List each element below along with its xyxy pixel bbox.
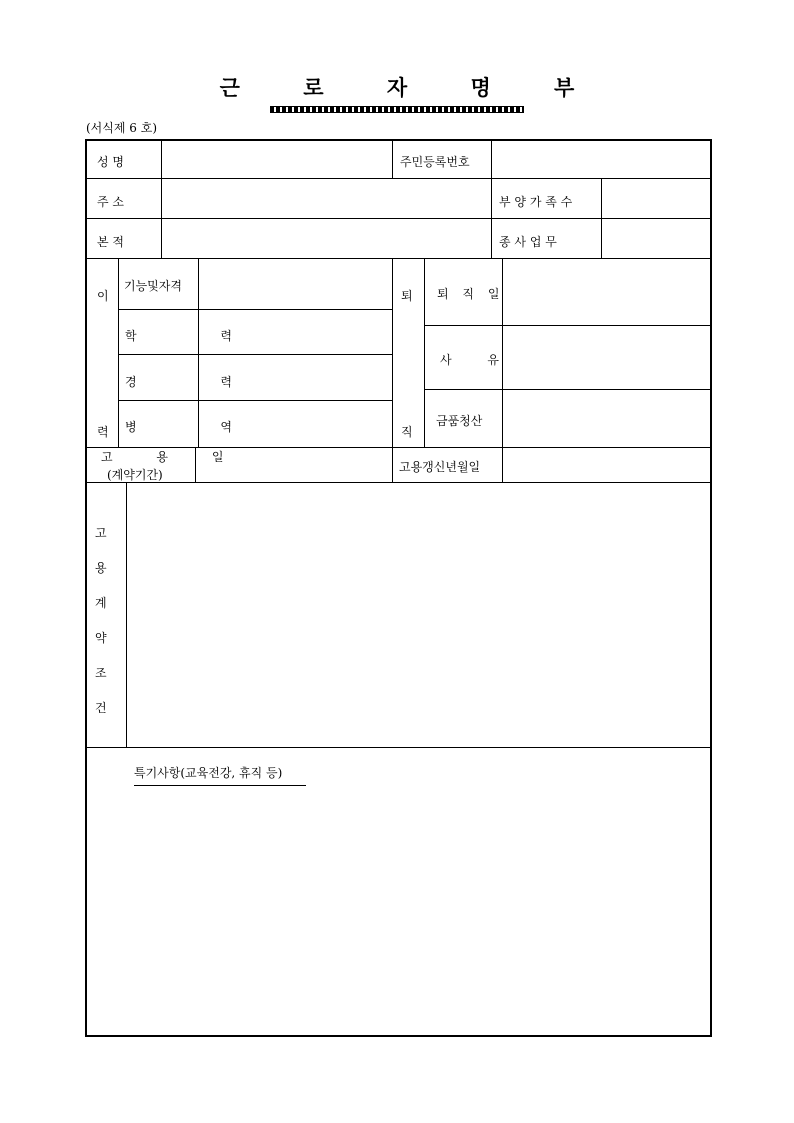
hire-date-field[interactable] (196, 448, 392, 482)
renewal-date-field[interactable] (503, 448, 710, 482)
col-divider (118, 258, 119, 447)
conditions-char: 계 (95, 596, 107, 610)
conditions-char: 고 (95, 526, 107, 540)
hire-date-label: 고 용 일 (101, 450, 244, 464)
col-divider (392, 258, 393, 482)
resident-number-label: 주민등록번호 (400, 155, 470, 169)
col-divider (424, 258, 425, 447)
worker-register-form (85, 139, 712, 1037)
page-title: 근 로 자 명 부 (219, 75, 603, 100)
address-field[interactable] (162, 179, 491, 218)
col-divider (491, 178, 492, 258)
special-notes-underline (134, 785, 306, 786)
skills-field[interactable] (199, 259, 392, 309)
employment-conditions-field[interactable] (127, 483, 710, 747)
retirement-date-label: 퇴 직 일 (437, 287, 505, 301)
retirement-reason-field[interactable] (503, 326, 710, 389)
name-field[interactable] (162, 141, 392, 178)
conditions-char: 조 (95, 666, 107, 680)
history-section-label-bottom: 력 (97, 425, 109, 439)
duty-field[interactable] (602, 219, 710, 258)
conditions-char: 건 (95, 701, 107, 715)
title-double-rule (270, 106, 524, 113)
settlement-field[interactable] (503, 390, 710, 447)
education-label: 학 력 (125, 329, 272, 343)
skills-label: 기능및자격 (124, 279, 182, 293)
special-notes-field[interactable] (87, 748, 710, 1035)
duty-label: 종 사 업 무 (499, 235, 557, 249)
resident-number-field[interactable] (492, 141, 710, 178)
career-field[interactable] (199, 355, 392, 400)
dependents-label: 부 양 가 족 수 (499, 195, 573, 209)
military-field[interactable] (199, 401, 392, 447)
dependents-field[interactable] (602, 179, 710, 218)
settlement-label: 금품청산 (436, 414, 483, 428)
education-field[interactable] (199, 310, 392, 354)
retirement-date-field[interactable] (503, 259, 710, 325)
contract-period-label: (계약기간) (107, 468, 163, 482)
address-label: 주 소 (97, 195, 124, 209)
form-number: (서식제 6 호) (86, 121, 157, 135)
history-section-label-top: 이 (97, 289, 109, 303)
conditions-char: 용 (95, 561, 107, 575)
renewal-date-label: 고용갱신년월일 (399, 460, 481, 474)
special-notes-title: 특기사항(교육전강, 휴직 등) (134, 766, 283, 780)
military-label: 병 역 (125, 420, 272, 434)
name-label: 성 명 (97, 155, 124, 169)
retirement-section-label-bottom: 직 (401, 425, 413, 439)
career-label: 경 력 (125, 375, 272, 389)
domicile-field[interactable] (162, 219, 491, 258)
retirement-reason-label: 사 유 (440, 353, 515, 367)
conditions-char: 약 (95, 631, 107, 645)
col-divider (392, 141, 393, 178)
domicile-label: 본 적 (97, 235, 124, 249)
retirement-section-label-top: 퇴 (401, 289, 413, 303)
